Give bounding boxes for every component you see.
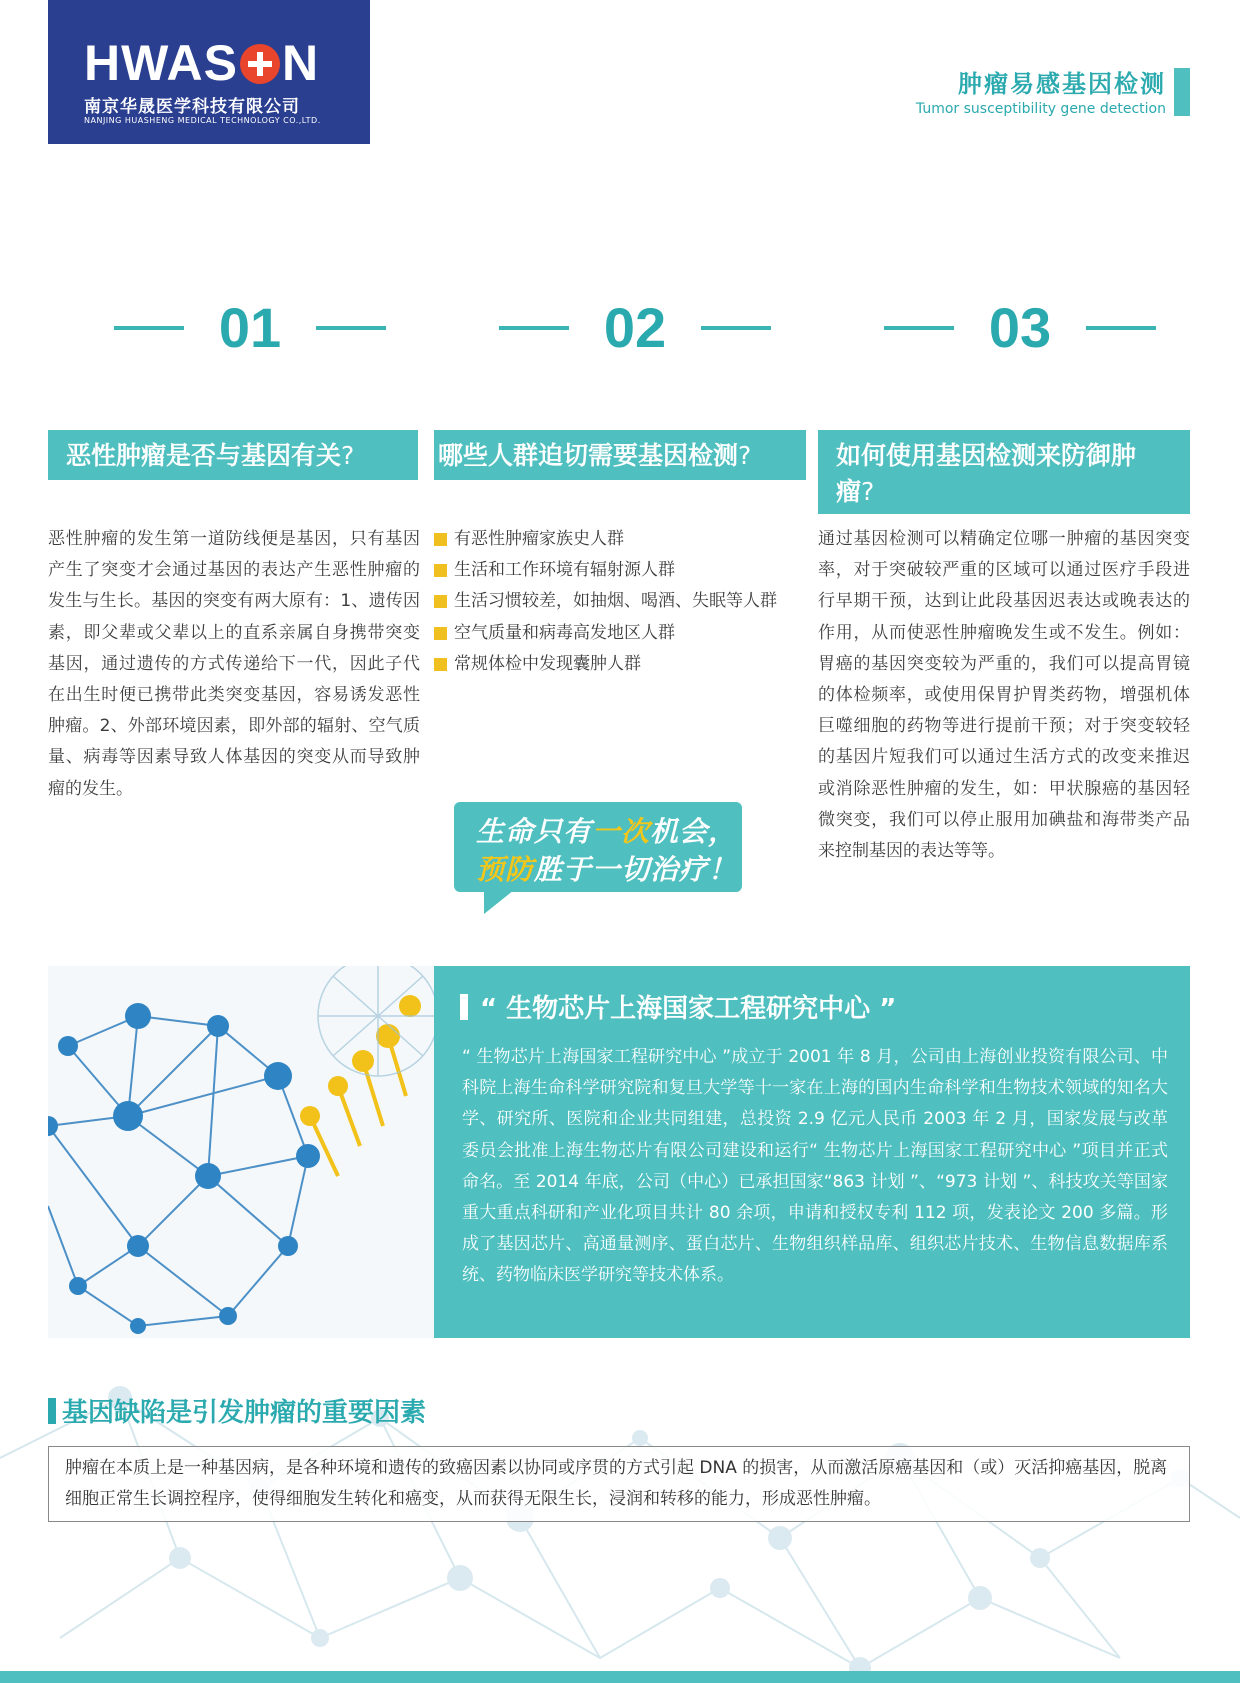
- title-marker: [460, 994, 468, 1020]
- slogan-line-1: 生命只有一次机会，: [476, 815, 738, 848]
- number-divider: [701, 326, 771, 330]
- list-item: 有恶性肿瘤家族史人群: [434, 524, 814, 555]
- section-1-body: 恶性肿瘤的发生第一道防线便是基因，只有基因产生了突变才会通过基因的表达产生恶性肿瘤的发生与生长。基因的突变有两大原有：1、遗传因素，即父辈或父辈以上的直系亲属自身携带突变基因，通过遗传的方式传递给下一代，因此子代在出生时便已携带此类突变基因，容易诱发恶性肿瘤。2、外部环境因素，即外部的辐射、空气质量、病毒等因素导致人体基因的突变从而导致肿瘤的发生。: [48, 529, 420, 799]
- logo-wordmark: HWAS N: [84, 35, 320, 91]
- number-label: 03: [988, 296, 1052, 359]
- bubble-tail: [484, 890, 514, 914]
- list-item: 生活习惯较差，如抽烟、喝酒、失眠等人群: [434, 586, 814, 617]
- section-2-heading: 哪些人群迫切需要基因检测?: [434, 430, 806, 480]
- list-item: 生活和工作环境有辐射源人群: [434, 555, 814, 586]
- company-logo: [48, 0, 370, 144]
- number-divider: [316, 326, 386, 330]
- research-center-body: “ 生物芯片上海国家工程研究中心 ”成立于 2001 年 8 月，公司由上海创业投资有限公司、中科院上海生命科学研究院和复旦大学等十一家在上海的国内生命科学和生物技术领域的知名大学、研究所、医院和企业共同组建，总投资 2.9 亿元人民币 2003 年 2 月，国家发展与改革委员会批准上海生物芯片有限公司建设和运行“ 生物芯片上海国家工程研究中心 ”项目并正式命名。至 2014 年底，公司（中心）已承担国家“863 计划 ”、“973 计划 ”、科技攻关等国家重大重点科研和产业化项目共计 80 余项，申请和授权专利 112 项，发表论文 200 多篇。形成了基因芯片、高通量测序、蛋白芯片、生物组织样品库、组织芯片技术、生物信息数据库系统、药物临床医学研究等技术体系。: [462, 1047, 1168, 1286]
- number-divider: [1086, 326, 1156, 330]
- target-group-list: [434, 524, 814, 680]
- number-label: 02: [603, 296, 667, 359]
- section-3-body: 通过基因检测可以精确定位哪一肿瘤的基因突变率，对于突破较严重的区域可以通过医疗手段进行早期干预，达到让此段基因迟表达或晚表达的作用，从而使恶性肿瘤晚发生或不发生。例如：胃癌的基因突变较为严重的，我们可以提高胃镜的体检频率，或使用保胃护胃类药物，增强机体巨噬细胞的药物等进行提前干预；对于突变较轻的基因片短我们可以通过生活方式的改变来推迟或消除恶性肿瘤的发生，如：甲状腺癌的基因轻微突变，我们可以停止服用加碘盐和海带类产品来控制基因的表达等等。: [818, 529, 1190, 862]
- medical-cross-icon: [240, 44, 280, 84]
- bullet-square-icon: [434, 564, 447, 577]
- section-number-2: [485, 298, 785, 358]
- title-marker: [48, 1398, 56, 1424]
- slogan-line-2: 预防胜于一切治疗！: [476, 853, 738, 886]
- bullet-square-icon: [434, 627, 447, 640]
- logo-company-name-cn: 南京华晟医学科技有限公司: [84, 97, 300, 117]
- list-item: 常规体检中发现囊肿人群: [434, 649, 814, 680]
- logo-company-name-en: NANJING HUASHENG MEDICAL TECHNOLOGY CO.,LTD.: [84, 116, 321, 125]
- section-number-3: [870, 298, 1170, 358]
- number-label: 01: [218, 296, 282, 359]
- gene-defect-title: 基因缺陷是引发肿瘤的重要因素: [48, 1392, 426, 1429]
- footer-bar: [0, 1671, 1240, 1683]
- molecular-network-image: [48, 966, 434, 1338]
- title-accent-bar: [1174, 68, 1190, 116]
- bullet-square-icon: [434, 595, 447, 608]
- page-title: 肿瘤易感基因检测: [958, 70, 1166, 98]
- gene-defect-box: [48, 1446, 1190, 1522]
- research-center-title: “ 生物芯片上海国家工程研究中心 ”: [460, 988, 896, 1025]
- section-1-heading: 恶性肿瘤是否与基因有关?: [48, 430, 418, 480]
- list-item: 空气质量和病毒高发地区人群: [434, 618, 814, 649]
- gene-defect-body: 肿瘤在本质上是一种基因病，是各种环境和遗传的致癌因素以协同或序贯的方式引起 DNA 的损害，从而激活原癌基因和（或）灭活抑癌基因，脱离细胞正常生长调控程序，使得细胞发生转化和癌变，从而获得无限生长，浸润和转移的能力，形成恶性肿瘤。: [65, 1458, 1168, 1510]
- bullet-square-icon: [434, 658, 447, 671]
- research-center-panel: [434, 966, 1190, 1338]
- section-number-1: [100, 298, 400, 358]
- bullet-square-icon: [434, 533, 447, 546]
- page-subtitle: Tumor susceptibility gene detection: [915, 101, 1166, 117]
- slogan-bubble: [454, 802, 742, 892]
- section-3-heading: 如何使用基因检测来防御肿瘤?: [818, 430, 1190, 514]
